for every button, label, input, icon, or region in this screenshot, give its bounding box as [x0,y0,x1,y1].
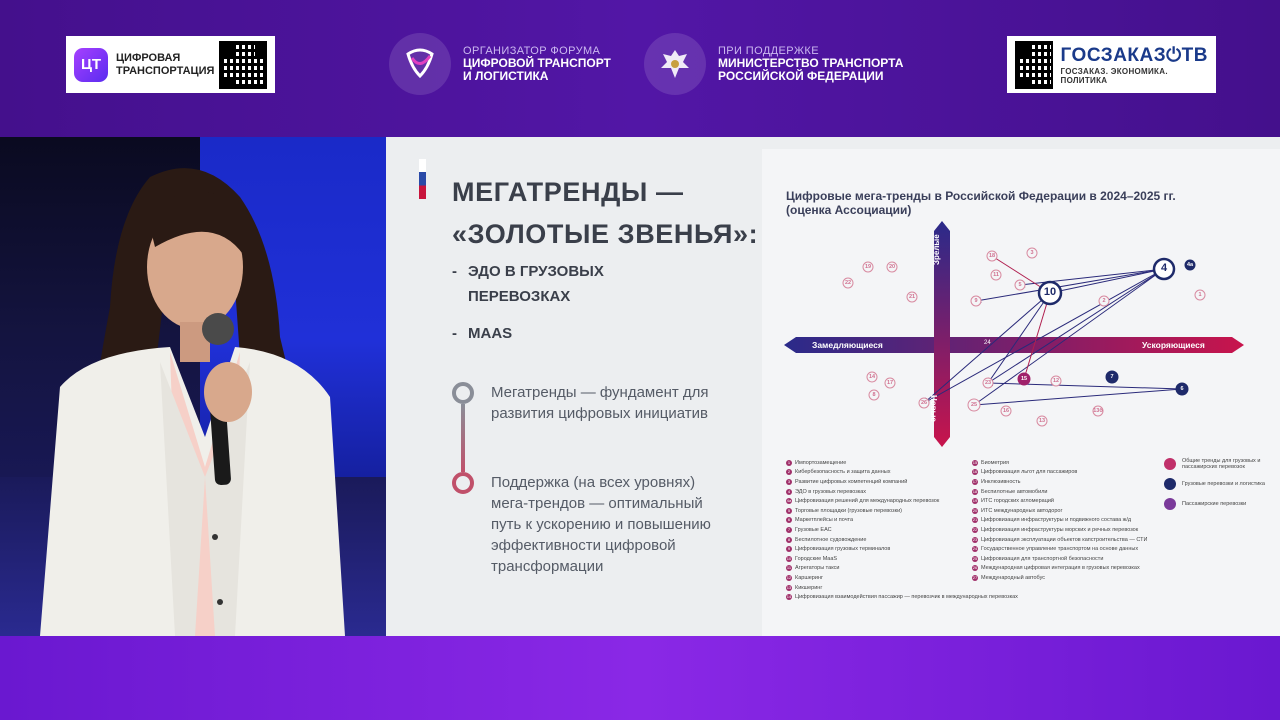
legend-item [786,592,1018,602]
legend-text: Торговые площадки (грузовые перевозки) [795,507,902,514]
legend-text: Развитие цифровых компетенций компаний [795,478,908,485]
timeline-marker-icon [452,472,474,494]
coat-of-arms-icon [644,33,706,95]
legend-item [786,583,976,593]
legend-text: Цифровизация инфраструктуры и подвижного состава ж/д [981,517,1132,524]
legend-text: Цифровизация решений для международных перевозок [795,498,940,505]
legend-item [972,506,1162,516]
qr-code-icon[interactable] [219,41,267,89]
trend-node-label: 20 [888,263,896,270]
legend-number: 4а [786,498,792,504]
legend-text: Кибербезопасность и защита данных [795,469,891,476]
speaker-video[interactable] [0,137,386,636]
legend-category [1164,458,1274,470]
legend-item [786,573,976,583]
legend-item [786,496,976,506]
legend-text: Импортозамещение [795,459,847,466]
goszakaz-tv-logo[interactable] [1007,36,1216,93]
legend-number: 4 [787,488,791,494]
trend-node-label: 5 [1018,281,1022,288]
trend-node-label: 26 [920,399,928,406]
axis-left-label: Замедляющиеся [812,340,883,350]
legend-item [786,487,976,497]
legend-number: 14 [786,594,792,600]
slide-title-line1: МЕГАТРЕНДЫ — [452,177,684,207]
legend-text: Цифровизация эксплуатации объектов капстроительства — СТИ [981,536,1148,543]
trend-node-label: 23 [984,379,992,386]
legend-text: Агрегаторы такси [795,565,840,572]
logo-name: ЦИФРОВАЯ ТРАНСПОРТАЦИЯ [116,51,215,77]
bullet-item [452,321,638,346]
timeline-text: Мегатренды — фундамент для развития цифровых инициатив [491,384,709,422]
legend-item [786,477,976,487]
legend-item [972,477,1162,487]
legend-text: Каршеринг [795,574,823,581]
trend-node-label: 13б [1093,407,1103,414]
legend-number: 16 [972,469,978,475]
legend-number: 18 [972,488,978,494]
legend-number: 1 [787,459,791,465]
legend-item [786,564,976,574]
legend-item [786,525,976,535]
legend-item [972,573,1162,583]
category-text: Пассажирские перевозки [1182,501,1247,507]
trend-link-arrow [1024,293,1050,379]
legend-number: 23 [972,536,978,542]
category-color-icon [1164,478,1176,490]
axis-center-label: 24 [984,340,991,346]
legend-text: Городские MaaS [795,555,838,562]
trend-node-label: 16 [1002,407,1010,414]
category-text: Общие тренды для грузовых и пассажирских перевозок [1182,458,1261,470]
qr-code-icon[interactable] [1015,41,1053,89]
trend-node-label: 22 [844,279,852,286]
legend-text: Маркетплейсы и почта [795,517,854,524]
organizer-name-line1: ЦИФРОВОЙ ТРАНСПОРТ [463,56,611,70]
category-color-icon [1164,498,1176,510]
legend-text: Грузовые ЕАС [795,526,832,533]
legend-number: 27 [972,574,978,580]
legend-text: Международный автобус [981,574,1046,581]
legend-number: 22 [972,526,978,532]
trend-node-label: 12 [1052,377,1060,384]
trend-node-label: 6 [1180,385,1184,392]
support-block [644,33,903,95]
legend-number: 15 [972,459,978,465]
legend-number: 9 [787,546,791,552]
slide-title-line2: «ЗОЛОТЫЕ ЗВЕНЬЯ»: [452,219,759,249]
support-label: ПРИ ПОДДЕРЖКЕ [718,45,819,57]
ministry-name-line1: МИНИСТЕРСТВО ТРАНСПОРТА [718,56,904,70]
legend-number: 3 [787,478,791,484]
trend-node-label: 8 [872,391,876,398]
app-logo-icon: ЦТ [74,48,108,82]
speaker-figure [0,137,386,636]
legend-category [1164,498,1274,510]
bottom-banner [0,636,1280,720]
legend-text: Беспилотные автомобили [981,488,1048,495]
bullet-dash: - [452,325,457,342]
trend-node-label: 25 [970,401,978,408]
goszakaz-title: ГОСЗАКАЗ⏻ТВ [1060,44,1208,66]
legend-item [972,535,1162,545]
bullet-text: MAAS [468,325,513,342]
legend-text: Международная цифровая интеграция в грузовых перевозках [981,565,1140,572]
legend-text: Цифровизация взаимодействия пассажир — перевозчик в международных перевозках [795,594,1018,601]
trend-node-label: 14 [868,373,876,380]
legend-categories [1164,458,1274,518]
slide-title [452,171,758,255]
legend-number: 11 [786,565,792,571]
trend-link-arrow [974,389,1182,405]
trend-node-label: 17 [886,379,894,386]
legend-number: 17 [972,478,978,484]
legend-text: Цифровизация грузовых терминалов [795,546,891,553]
bullet-text: ЭДО В ГРУЗОВЫХ ПЕРЕВОЗКАХ [468,263,604,305]
legend-text: Цифровизация для транспортной безопасности [981,555,1104,562]
legend-number: 2 [787,469,791,475]
ministry-name-line2: РОССИЙСКОЙ ФЕДЕРАЦИИ [718,69,884,83]
legend-number: 25 [972,555,978,561]
bullet-dash: - [452,263,457,280]
trend-node-label: 3 [1030,249,1034,256]
legend-number: 24 [972,546,978,552]
legend-text: ИТС городских агломераций [981,498,1054,505]
legend-item [972,554,1162,564]
legend-text: ЭДО в грузовых перевозках [795,488,867,495]
megatrend-quadrant-chart [762,149,1280,449]
legend-item [786,554,976,564]
legend-column-2 [972,458,1162,583]
legend-text: Цифровизация льгот для пассажиров [981,469,1078,476]
trend-node-label: 4а [1186,261,1194,268]
category-color-icon [1164,458,1176,470]
trend-node-label: 19 [864,263,872,270]
trend-node-label: 4 [1160,262,1168,275]
trend-node-label: 9 [974,297,978,304]
legend-item [786,544,976,554]
organizer-name-line2: И ЛОГИСТИКА [463,69,549,83]
timeline-item [452,382,731,424]
legend-text: Цифровизация инфраструктуры морских и речных перевозок [981,526,1139,533]
legend-item [972,468,1162,478]
trend-node-label: 10 [1043,286,1057,299]
legend-number: 26 [972,565,978,571]
legend-item [972,496,1162,506]
megatrends-chart-panel [762,149,1280,636]
legend-number: 6 [787,517,791,523]
legend-number: 7 [787,526,791,532]
axis-bottom-label: Новые [929,395,938,422]
legend-number: 8 [787,536,791,542]
trend-node-label: 11 [993,271,999,278]
trend-node-label: 2 [1102,297,1106,304]
digital-transportation-logo[interactable] [66,36,275,93]
legend-number: 19 [972,498,978,504]
legend-text: Государственное управление транспортом на основе данных [981,546,1139,553]
legend-text: Кикшеринг [795,584,823,591]
legend-item [972,458,1162,468]
timeline-text: Поддержка (на всех уровнях) мега-трендов — оптимальный путь к ускорению и повышению эффективности цифровой трансформации [491,474,711,575]
trend-node-label: 1 [1198,291,1202,298]
legend-text: Биометрия [981,459,1010,466]
legend-item [786,458,976,468]
organizer-block [389,33,611,95]
legend-item [786,506,976,516]
trend-node-label: 15 [1020,375,1028,382]
legend-number: 12 [786,574,792,580]
timeline-marker-icon [452,382,474,404]
presentation-slide [386,137,1280,636]
axis-right-label: Ускоряющиеся [1142,340,1205,350]
trend-node-label: 21 [908,293,916,300]
legend-number: 5 [787,507,791,513]
legend-item [972,525,1162,535]
legend-number: 13 [786,584,792,590]
bullet-item [452,259,638,309]
timeline-item [452,472,731,577]
trend-node-label: 7 [1110,373,1114,380]
legend-text: ИТС международных автодорог [981,507,1063,514]
axis-top-label: Зрелые [932,234,941,265]
trend-link-arrow [988,383,1182,389]
legend-text: Беспилотное судовождение [795,536,867,543]
legend-item [972,564,1162,574]
legend-item [972,487,1162,497]
legend-item [786,468,976,478]
category-text: Грузовые перевозки и логистика [1182,481,1265,487]
legend-item [786,535,976,545]
russian-flag-accent [419,159,426,199]
legend-item [972,544,1162,554]
organizer-emblem-icon [389,33,451,95]
trend-node-label: 13 [1038,417,1046,424]
legend-item [972,516,1162,526]
trend-node-label: 18 [988,252,996,259]
legend-number: 10 [786,555,792,561]
legend-number: 21 [972,517,978,523]
legend-number: 20 [972,507,978,513]
legend-text: Инклюзивность [981,478,1021,485]
legend-item [786,516,976,526]
bullet-list [452,259,638,358]
organizer-label: ОРГАНИЗАТОР ФОРУМА [463,45,601,57]
legend-category [1164,478,1274,490]
chart-title: Цифровые мега-тренды в Российской Федерации в 2024–2025 гг. (оценка Ассоциации) [786,189,1176,217]
goszakaz-tagline: ГОСЗАКАЗ. ЭКОНОМИКА. ПОЛИТИКА [1060,66,1168,85]
